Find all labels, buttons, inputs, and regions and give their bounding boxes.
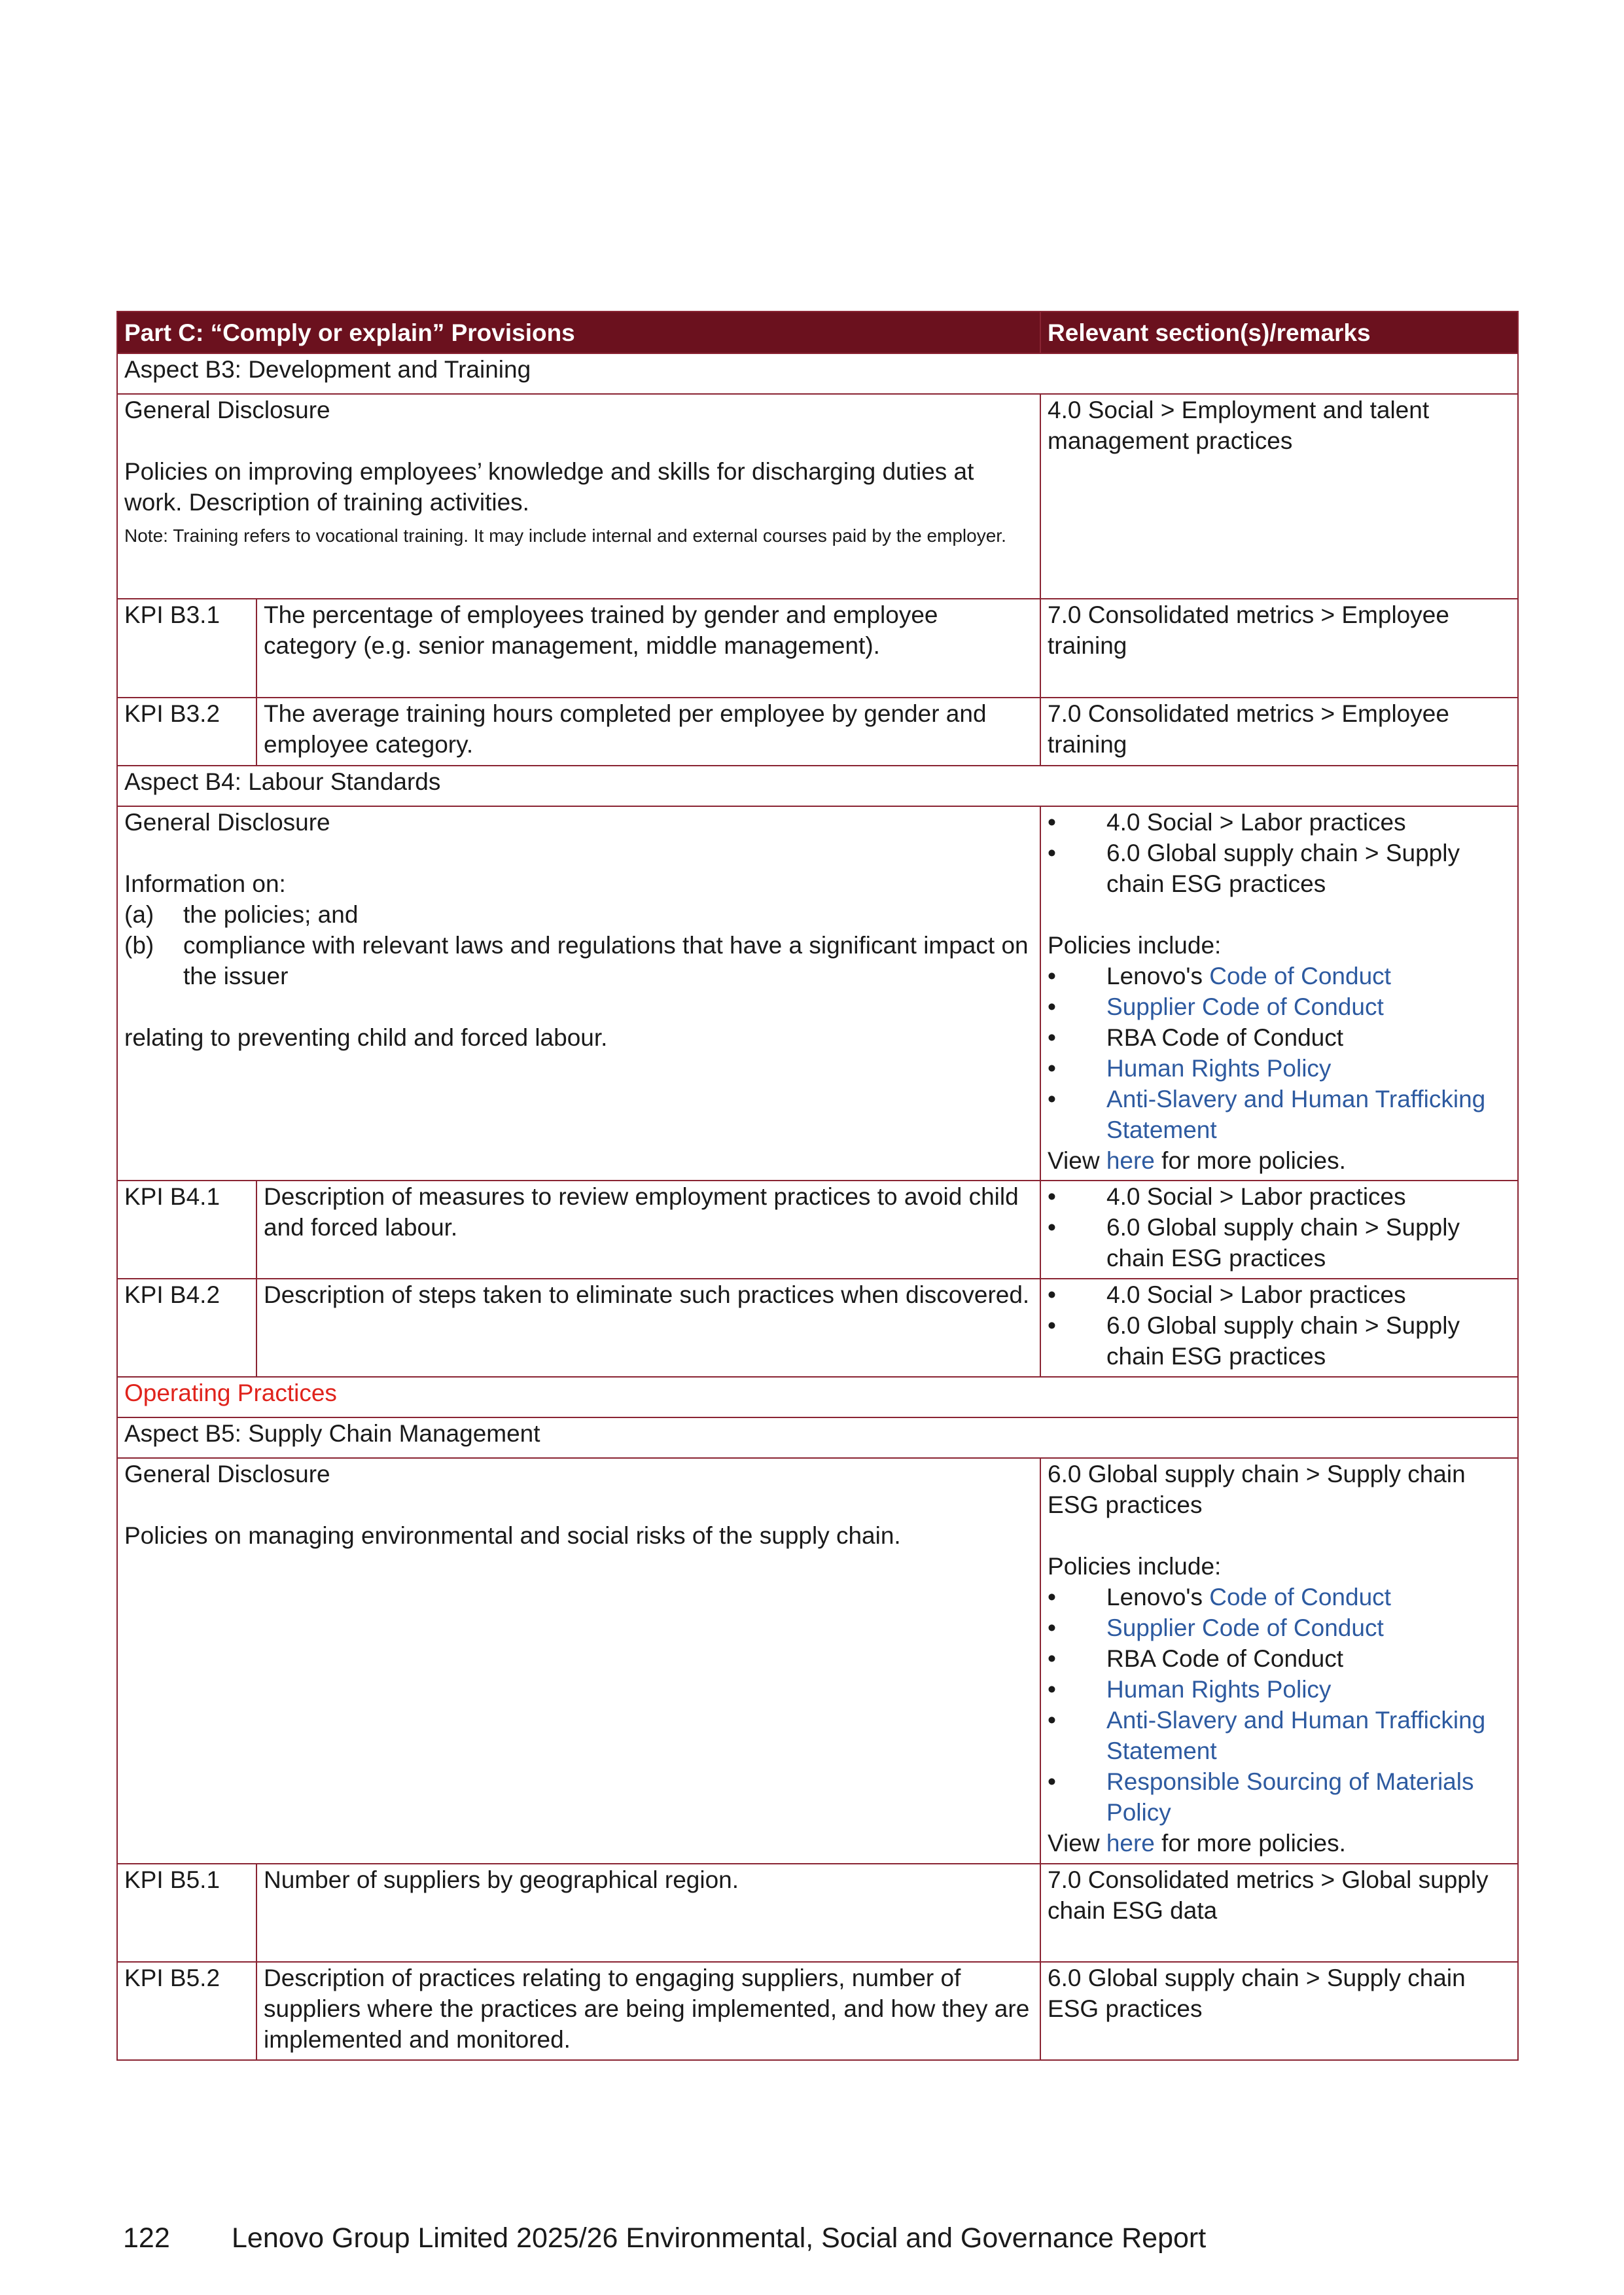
policies-include-label: Policies include: <box>1048 1553 1222 1580</box>
general-disclosure-text: Policies on managing environmental and social risks of the supply chain. <box>124 1522 901 1549</box>
table-row <box>117 806 1518 1181</box>
disclosure-items <box>124 899 1033 991</box>
kpi-id: KPI B5.2 <box>117 1962 256 2060</box>
header-provisions: Part C: “Comply or explain” Provisions <box>117 311 1040 353</box>
kpi-description: The average training hours completed per employee by gender and employee category. <box>256 698 1040 766</box>
page-number: 122 <box>123 2222 170 2254</box>
relating-text: relating to preventing child and forced labour. <box>124 1024 608 1051</box>
page-footer <box>123 2222 1206 2254</box>
table-row <box>117 1181 1518 1279</box>
list-item: • Human Rights Policy <box>1048 1676 1332 1703</box>
table-header-row <box>117 311 1518 353</box>
table-row <box>117 599 1518 698</box>
list-item: (a) the policies; and <box>124 901 359 928</box>
human-rights-policy-link[interactable]: Human Rights Policy <box>1106 1055 1332 1082</box>
operating-practices-heading: Operating Practices <box>117 1377 1518 1417</box>
anti-slavery-statement-link[interactable]: Anti-Slavery and Human Trafficking Statement <box>1106 1707 1486 1764</box>
view-more-policies: View here for more policies. <box>1048 1830 1346 1857</box>
b4-general-remarks <box>1040 806 1518 1181</box>
code-of-conduct-link[interactable]: Code of Conduct <box>1209 1584 1391 1610</box>
kpi-remarks: 7.0 Consolidated metrics > Employee training <box>1040 698 1518 766</box>
esg-index-table <box>116 311 1519 2061</box>
section-row <box>117 1377 1518 1417</box>
table-row <box>117 1279 1518 1377</box>
b3-general-disclosure <box>117 394 1040 599</box>
list-item: • Lenovo's Code of Conduct <box>1048 1584 1391 1610</box>
here-link[interactable]: here <box>1106 1830 1155 1857</box>
view-more-policies: View here for more policies. <box>1048 1147 1346 1174</box>
list-item: • Anti-Slavery and Human Trafficking Statement <box>1048 1086 1486 1143</box>
responsible-sourcing-link[interactable]: Responsible Sourcing of Materials Policy <box>1106 1768 1474 1826</box>
table-row <box>117 394 1518 599</box>
kpi-id: KPI B3.2 <box>117 698 256 766</box>
policies-include-label: Policies include: <box>1048 932 1222 959</box>
kpi-description: Description of practices relating to engaging suppliers, number of suppliers where the practices are being implemented, and how they are implemented and monitored. <box>256 1962 1040 2060</box>
general-disclosure-text: Policies on improving employees’ knowledge and skills for discharging duties at work. Description of training activities. <box>124 458 974 516</box>
kpi-description: Description of steps taken to eliminate such practices when discovered. <box>256 1279 1040 1377</box>
aspect-b4-title: Aspect B4: Labour Standards <box>117 766 1518 806</box>
list-item: • Supplier Code of Conduct <box>1048 1614 1384 1641</box>
anti-slavery-statement-link[interactable]: Anti-Slavery and Human Trafficking Statement <box>1106 1086 1486 1143</box>
aspect-row <box>117 1417 1518 1458</box>
general-disclosure-title: General Disclosure <box>124 1461 330 1487</box>
training-note: Note: Training refers to vocational training. It may include internal and external courses paid by the employer. <box>124 525 1006 546</box>
section-list <box>1048 807 1511 899</box>
kpi-id: KPI B4.2 <box>117 1279 256 1377</box>
remarks-section: 6.0 Global supply chain > Supply chain ESG practices <box>1048 1461 1466 1518</box>
list-item: • 6.0 Global supply chain > Supply chain ESG practices <box>1048 1214 1460 1272</box>
header-remarks: Relevant section(s)/remarks <box>1040 311 1518 353</box>
supplier-code-link[interactable]: Supplier Code of Conduct <box>1106 1614 1384 1641</box>
kpi-remarks: 7.0 Consolidated metrics > Employee training <box>1040 599 1518 698</box>
kpi-description: Number of suppliers by geographical region. <box>256 1864 1040 1962</box>
kpi-description: Description of measures to review employment practices to avoid child and forced labour. <box>256 1181 1040 1279</box>
list-item: • Human Rights Policy <box>1048 1055 1332 1082</box>
list-item: • 6.0 Global supply chain > Supply chain ESG practices <box>1048 840 1460 897</box>
b4-general-disclosure <box>117 806 1040 1181</box>
policy-list <box>1048 1582 1511 1828</box>
list-item: • RBA Code of Conduct <box>1048 1645 1344 1672</box>
list-item: • 4.0 Social > Labor practices <box>1048 1183 1406 1210</box>
kpi-remarks: 6.0 Global supply chain > Supply chain ESG practices <box>1040 1962 1518 2060</box>
aspect-b3-title: Aspect B3: Development and Training <box>117 353 1518 394</box>
list-item: • 4.0 Social > Labor practices <box>1048 1281 1406 1308</box>
human-rights-policy-link[interactable]: Human Rights Policy <box>1106 1676 1332 1703</box>
kpi-remarks: 7.0 Consolidated metrics > Global supply chain ESG data <box>1040 1864 1518 1962</box>
b5-general-disclosure <box>117 1458 1040 1864</box>
here-link[interactable]: here <box>1106 1147 1155 1174</box>
list-item: (b) compliance with relevant laws and regulations that have a significant impact on the issuer <box>124 932 1029 989</box>
b5-general-remarks <box>1040 1458 1518 1864</box>
kpi-id: KPI B4.1 <box>117 1181 256 1279</box>
list-item: • RBA Code of Conduct <box>1048 1024 1344 1051</box>
aspect-row <box>117 353 1518 394</box>
aspect-row <box>117 766 1518 806</box>
table-row <box>117 1864 1518 1962</box>
code-of-conduct-link[interactable]: Code of Conduct <box>1209 963 1391 989</box>
kpi-id: KPI B3.1 <box>117 599 256 698</box>
list-item: • 4.0 Social > Labor practices <box>1048 809 1406 836</box>
aspect-b5-title: Aspect B5: Supply Chain Management <box>117 1417 1518 1458</box>
supplier-code-link[interactable]: Supplier Code of Conduct <box>1106 993 1384 1020</box>
b3-general-remarks: 4.0 Social > Employment and talent management practices <box>1040 394 1518 599</box>
kpi-description: The percentage of employees trained by gender and employee category (e.g. senior management, middle management). <box>256 599 1040 698</box>
list-item: • Anti-Slavery and Human Trafficking Statement <box>1048 1707 1486 1764</box>
policy-list <box>1048 961 1511 1145</box>
table-row <box>117 698 1518 766</box>
general-disclosure-title: General Disclosure <box>124 809 330 836</box>
table-row <box>117 1458 1518 1864</box>
list-item: • 6.0 Global supply chain > Supply chain ESG practices <box>1048 1312 1460 1370</box>
list-item: • Lenovo's Code of Conduct <box>1048 963 1391 989</box>
table-row <box>117 1962 1518 2060</box>
list-item: • Responsible Sourcing of Materials Policy <box>1048 1768 1474 1826</box>
kpi-remarks <box>1040 1181 1518 1279</box>
general-disclosure-title: General Disclosure <box>124 397 330 423</box>
report-title: Lenovo Group Limited 2025/26 Environmental, Social and Governance Report <box>232 2222 1207 2254</box>
kpi-remarks <box>1040 1279 1518 1377</box>
kpi-id: KPI B5.1 <box>117 1864 256 1962</box>
information-on-label: Information on: <box>124 870 286 897</box>
list-item: • Supplier Code of Conduct <box>1048 993 1384 1020</box>
